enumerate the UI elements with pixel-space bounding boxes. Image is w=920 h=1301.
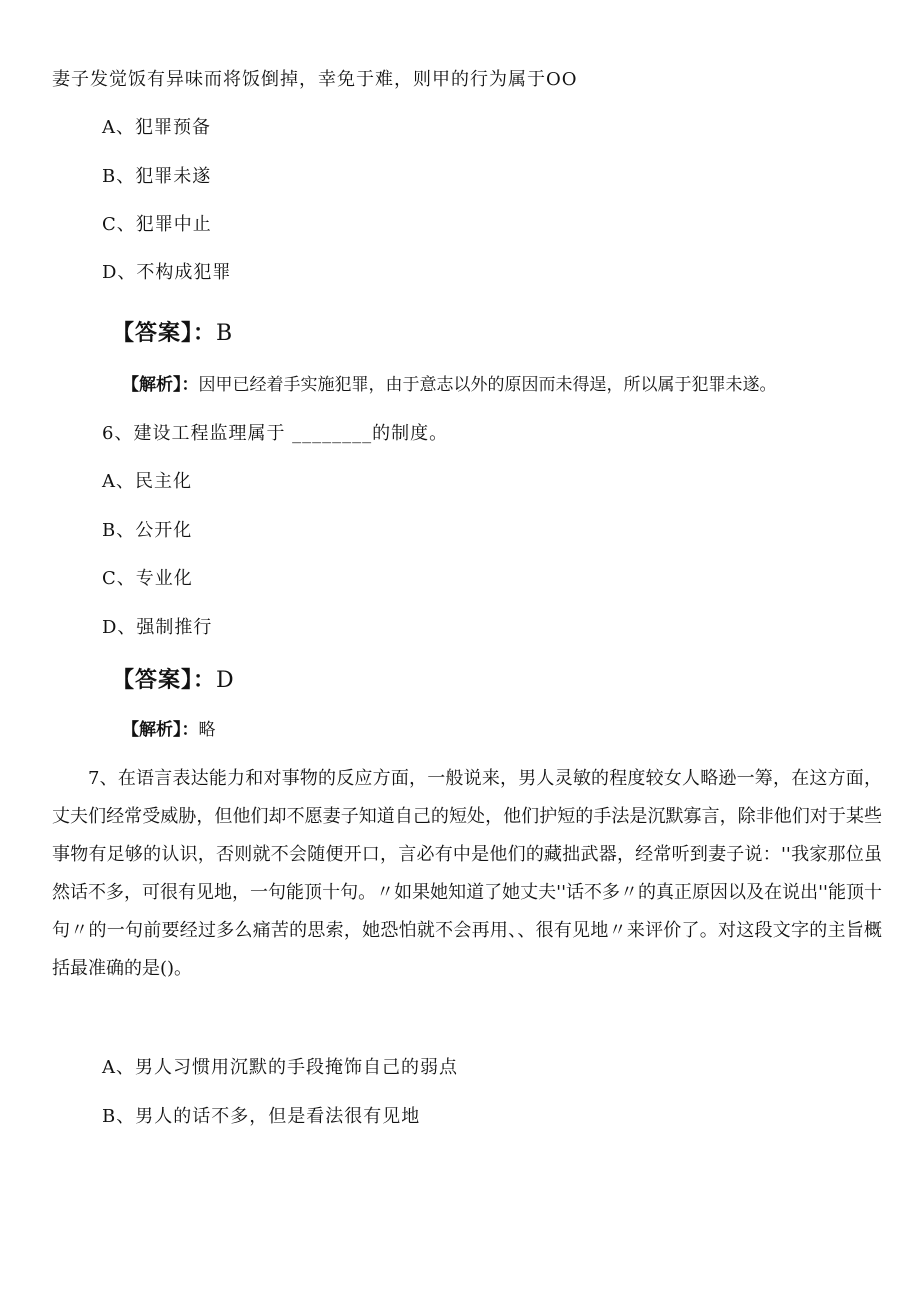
q5-stem-tail: 妻子发觉饭有异味而将饭倒掉，幸免于难，则甲的行为属于OO [52,69,578,90]
q5-option-d: D、不构成犯罪 [102,262,232,283]
q6-explanation [122,718,216,742]
q6-answer [112,666,234,696]
explanation-label: 【解析】： [122,375,199,395]
explanation-label: 【解析】： [122,720,199,740]
q6-option-b: B、公开化 [102,520,193,541]
answer-value: D [216,668,234,693]
q5-option-c: C、犯罪中止 [102,214,212,235]
q7-stem: 7、在语言表达能力和对事物的反应方面，一般说来，男人灵敏的程度较女人略逊一筹，在这方面，丈夫们经常受威胁，但他们却不愿妻子知道自己的短处，他们护短的手法是沉默寡言，除非他们对于某些事物有足够的认识，否则就不会随便开口，言必有中是他们的藏拙武器，经常听到妻子说：''我家那位虽然话不多，可很有见地，一句能顶十句。〃如果她知道了她丈夫''话不多〃的真正原因以及在说出''能顶十句〃的一句前要经过多么痛苦的思索，她恐怕就不会再用、、很有见地〃来评价了。对这段文字的主旨概括最准确的是()。 [52,768,882,979]
answer-value: B [216,321,233,346]
q7-option-b: B、男人的话不多，但是看法很有见地 [102,1106,421,1127]
q6-option-a: A、民主化 [102,471,192,492]
explanation-text: 略 [198,720,216,740]
answer-label: 【答案】： [112,321,217,346]
q5-option-b: B、犯罪未遂 [102,166,212,187]
answer-label: 【答案】： [112,668,217,693]
q5-option-a: A、犯罪预备 [102,117,211,138]
q5-explanation [122,373,777,397]
q6-option-d: D、强制推行 [102,617,213,638]
explanation-text: 因甲已经着手实施犯罪，由于意志以外的原因而未得逞，所以属于犯罪未遂。 [198,375,777,395]
q6-stem: 6、建设工程监理属于 ________的制度。 [102,423,449,444]
q7-option-a: A、男人习惯用沉默的手段掩饰自己的弱点 [102,1057,458,1078]
q5-answer [112,319,232,349]
q6-option-c: C、专业化 [102,568,193,589]
